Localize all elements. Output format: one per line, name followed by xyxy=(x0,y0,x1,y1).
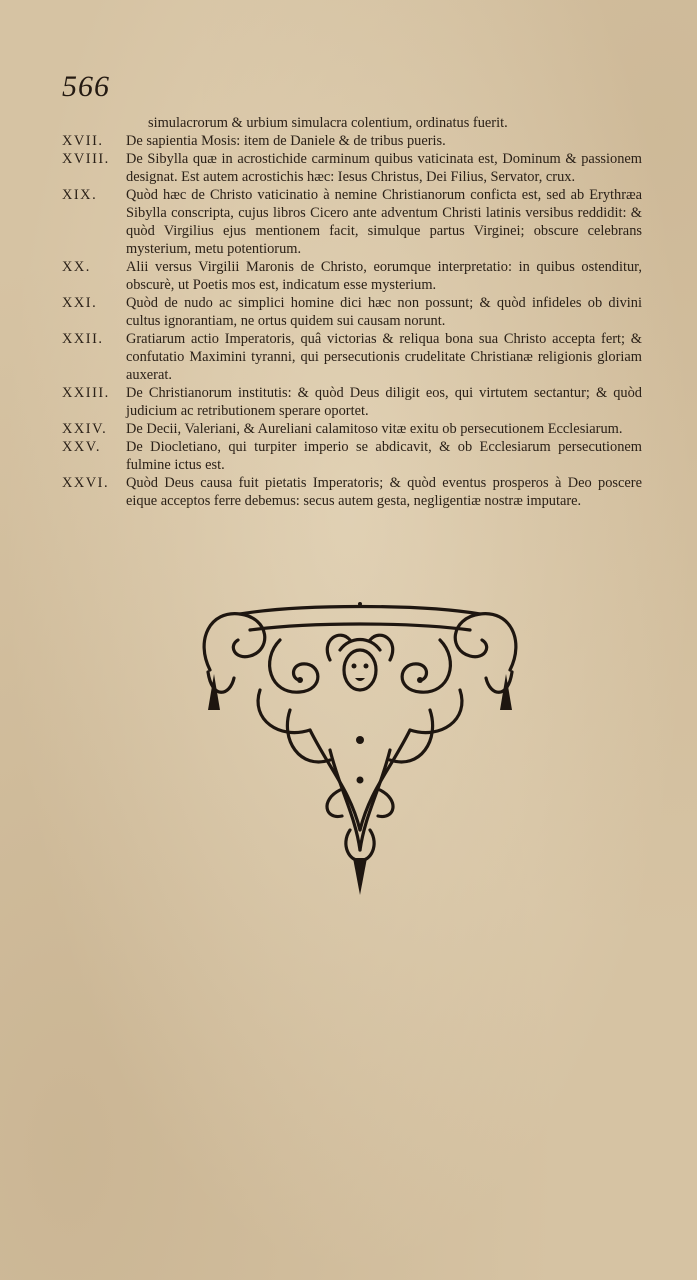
chapter-entry xyxy=(62,294,642,330)
chapter-summary: Gratiarum actio Imperatoris, quâ victorias & reliqua bona sua Christo accepta fert; & confutatio Maximini tyranni, qui persecutionis crudelitate Christianæ religionis gloriam auxerat. xyxy=(126,331,642,383)
chapter-number: XX. xyxy=(62,259,91,275)
chapter-number: XXIII. xyxy=(62,385,110,401)
chapter-summary: De Christianorum institutis: & quòd Deus diligit eos, qui virtutem sectantur; & quòd judicium ac retributionem sperare oportet. xyxy=(126,385,642,419)
chapter-number: XXI. xyxy=(62,295,98,311)
chapter-number: XVII. xyxy=(62,133,104,149)
chapter-summary: De sapientia Mosis: item de Daniele & de tribus pueris. xyxy=(126,133,446,149)
chapter-number: XXIV. xyxy=(62,421,108,437)
page-number: 566 xyxy=(62,70,110,103)
chapter-entry xyxy=(62,384,642,420)
chapter-continuation: simulacrorum & urbium simulacra colentium, ordinatus fuerit. xyxy=(148,115,508,131)
chapter-entry xyxy=(62,186,642,258)
chapter-number: XXVI. xyxy=(62,475,110,491)
chapter-entry xyxy=(62,150,642,186)
chapter-summary: De Sibylla quæ in acrostichide carminum quibus vaticinata est, Dominum & passionem designat. Est autem acrostichis hæc: Iesus Christus, Dei Filius, Servator, crux. xyxy=(126,151,642,185)
chapter-summary: Quòd hæc de Christo vaticinatio à nemine Christianorum conficta est, sed ab Erythræa Sibylla conscripta, cujus libros Cicero ante adventum Christi latinis versibus reddidit: & quòd Virgilius ejus mentionem facit, simulque partus Virginei; obscure celebrans mysterium, metu potentiorum. xyxy=(126,187,642,257)
chapter-list xyxy=(62,114,642,510)
chapter-number: XIX. xyxy=(62,187,98,203)
chapter-summary: Alii versus Virgilii Maronis de Christo, eorumque interpretatio: in quibus ostenditur, obscurè, ut Poetis mos est, indicatum esse mysterium. xyxy=(126,259,642,293)
chapter-entry xyxy=(62,438,642,474)
ornamental-tailpiece-icon xyxy=(190,600,530,900)
chapter-summary: Quòd Deus causa fuit pietatis Imperatoris; & quòd eventus prosperos à Deo poscere eique acceptos ferre debemus: secus autem gesta, negligentiæ nostræ imputare. xyxy=(126,475,642,509)
chapter-entry xyxy=(62,474,642,510)
chapter-number: XVIII. xyxy=(62,151,110,167)
chapter-summary: De Diocletiano, qui turpiter imperio se abdicavit, & ob Ecclesiarum persecutionem fulmine ictus est. xyxy=(126,439,642,473)
chapter-number: XXII. xyxy=(62,331,104,347)
chapter-entry xyxy=(62,330,642,384)
chapter-entry xyxy=(62,132,642,150)
chapter-entry xyxy=(62,258,642,294)
chapter-summary: Quòd de nudo ac simplici homine dici hæc non possunt; & quòd infideles ob divini cultus ignorantiam, ne ortus quidem sui causam norunt. xyxy=(126,295,642,329)
chapter-summary: De Decii, Valeriani, & Aureliani calamitoso vitæ exitu ob persecutionem Ecclesiarum. xyxy=(126,421,623,437)
chapter-entry xyxy=(62,420,642,438)
chapter-number: XXV. xyxy=(62,439,101,455)
